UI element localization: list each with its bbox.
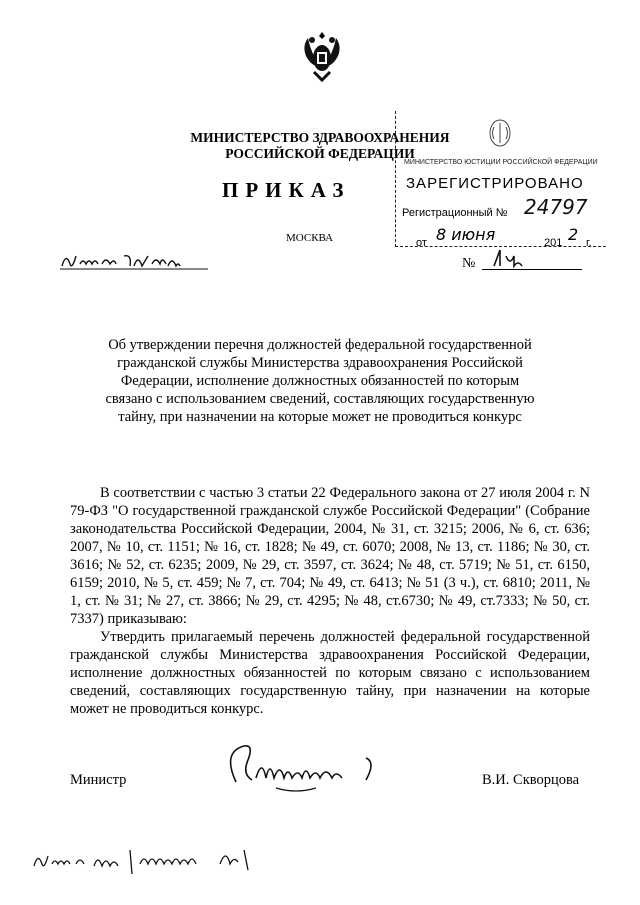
double-headed-eagle-emblem-icon [298, 28, 346, 84]
order-subject: Об утверждении перечня должностей федеральной государственной гражданской службы Министерства здравоохранения Российской Федерации, исполнение должностных обязанностей по которым связано с использованием сведений, составляющих государственную тайну, при назначении на которые может не проводиться конкурс [105, 337, 535, 425]
handwritten-number [490, 246, 530, 270]
ministry-line-1: МИНИСТЕРСТВО ЗДРАВООХРАНЕНИЯ [190, 130, 450, 145]
signer-role: Министр [70, 772, 127, 788]
city: МОСКВА [286, 232, 334, 244]
ministry-line-2: РОССИЙСКОЙ ФЕДЕРАЦИИ [225, 146, 415, 161]
handwritten-bottom-note [30, 840, 270, 878]
body-paragraph-2: Утвердить прилагаемый перечень должностей федеральной государственной гражданской службы Министерства здравоохранения Российской Федерации, исполнение должностных обязанностей по которым связано с использованием сведений, составляющих государственную тайну, при назначении на которые может не проводиться конкурс. [70, 629, 590, 717]
stamp-from-label: от [416, 237, 427, 249]
number-sign: № [462, 256, 476, 271]
signer-name: В.И. Скворцова [482, 772, 580, 788]
handwritten-signature [216, 738, 396, 798]
order-body [70, 484, 590, 718]
stamp-org: МИНИСТЕРСТВО ЮСТИЦИИ РОССИЙСКОЙ ФЕДЕРАЦИИ [404, 159, 598, 166]
stamp-emblem-icon [486, 117, 514, 149]
stamp-year-prefix: 201 [544, 237, 563, 249]
stamp-year-value: 2 [568, 225, 579, 244]
stamp-registered: ЗАРЕГИСТРИРОВАНО [406, 175, 584, 192]
stamp-g-label: г. [586, 237, 592, 249]
body-paragraph-1: В соответствии с частью 3 статьи 22 Федерального закона от 27 июля 2004 г. N 79-ФЗ "О государственной гражданской службе Российской Федерации" (Собрание законодательства Российской Федерации, 2004, № 31, ст. 3215; 2006, № 6, ст. 636; 2007, № 10, ст. 1151; № 16, ст. 1828; № 49, ст. 6070; 2008, № 13, ст. 1186; № 30, ст. 3616; № 52, ст. 6235; 2009, № 29, ст. 3597, ст. 3624; № 48, ст. 5719; № 51, ст. 6150, 6159; 2010, № 5, ст. 459; № 7, ст. 704; № 49, ст. 6413; № 51 (3 ч.), ст. 6810; 2011, № 1, ст. № 31; № 27, ст. 3866; № 29, ст. 4295; № 48, ст.6730; № 49, ст.7333; № 50, ст. 7337) приказываю: [70, 485, 590, 627]
stamp-date-value: 8 июня [436, 225, 496, 244]
stamp-reg-no-value: 24797 [524, 195, 588, 219]
handwritten-date [60, 248, 210, 272]
order-title: ПРИКАЗ [222, 178, 351, 202]
registration-stamp [395, 111, 606, 247]
stamp-reg-no-label: Регистрационный № [402, 207, 508, 219]
